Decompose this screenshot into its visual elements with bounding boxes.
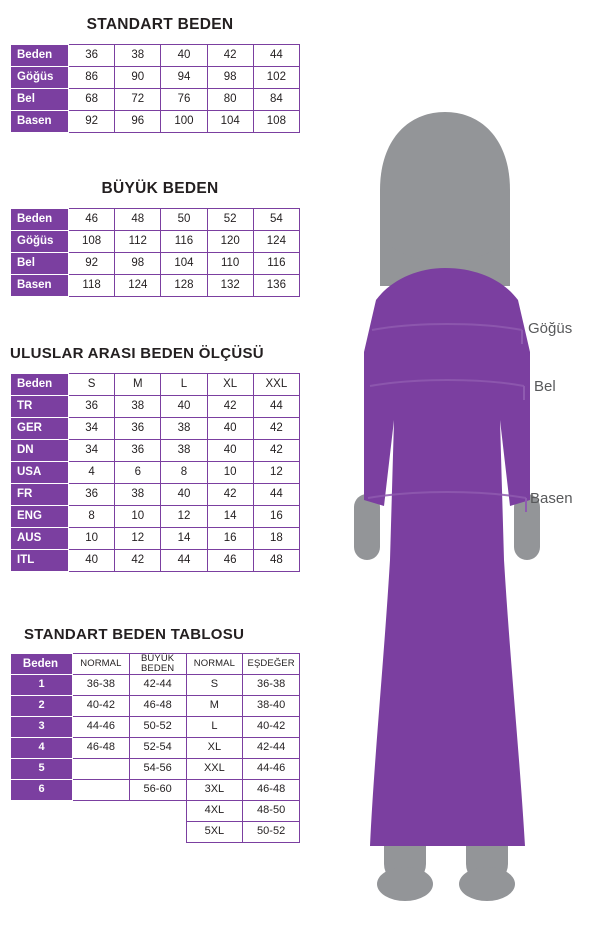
- cell: 56-60: [129, 780, 186, 801]
- cell: 46: [207, 550, 253, 572]
- cell: 108: [253, 111, 299, 133]
- cell: 118: [69, 275, 115, 297]
- cell: 76: [161, 89, 207, 111]
- cell: 132: [207, 275, 253, 297]
- cell: 46-48: [129, 696, 186, 717]
- cell: 34: [69, 418, 115, 440]
- cell: 40: [161, 45, 207, 67]
- column-header: Beden: [11, 654, 73, 675]
- table-header-row: [11, 654, 300, 675]
- cell-empty: [73, 822, 130, 843]
- table-row: [11, 209, 300, 231]
- cell: 98: [207, 67, 253, 89]
- table-row: [11, 374, 300, 396]
- row-label: Basen: [11, 111, 69, 133]
- table-row: [11, 717, 300, 738]
- cell-empty: [129, 822, 186, 843]
- cell: XXL: [186, 759, 243, 780]
- cell: 6: [115, 462, 161, 484]
- cell: 108: [69, 231, 115, 253]
- cell: 42-44: [243, 738, 300, 759]
- row-label: 1: [11, 675, 73, 696]
- cell: 14: [207, 506, 253, 528]
- cell: 92: [69, 111, 115, 133]
- cell: 38: [115, 484, 161, 506]
- table-uluslararasi: [10, 373, 300, 572]
- table-row: [11, 275, 300, 297]
- cell: 42: [207, 484, 253, 506]
- callout-label-bel: Bel: [534, 378, 556, 395]
- table-row: [11, 528, 300, 550]
- table-row: [11, 822, 300, 843]
- cell-empty: [73, 780, 130, 801]
- cell: 42-44: [129, 675, 186, 696]
- cell: 72: [115, 89, 161, 111]
- table-row: [11, 45, 300, 67]
- cell: 90: [115, 67, 161, 89]
- cell: 3XL: [186, 780, 243, 801]
- figure-head-hijab-shape: [380, 112, 510, 286]
- row-label: AUS: [11, 528, 69, 550]
- table-row: [11, 418, 300, 440]
- cell: 44: [161, 550, 207, 572]
- table-row: [11, 759, 300, 780]
- cell-empty: [73, 801, 130, 822]
- cell: 40: [69, 550, 115, 572]
- table-row: [11, 231, 300, 253]
- cell: 42: [253, 418, 299, 440]
- cell-empty: [11, 801, 73, 822]
- row-label: Bel: [11, 89, 69, 111]
- cell: 4XL: [186, 801, 243, 822]
- cell: 128: [161, 275, 207, 297]
- cell: 36: [69, 396, 115, 418]
- row-label: Göğüs: [11, 67, 69, 89]
- row-label: Göğüs: [11, 231, 69, 253]
- table-title-buyuk-beden: BÜYÜK BEDEN: [101, 180, 219, 197]
- row-label: ENG: [11, 506, 69, 528]
- cell: 38: [161, 440, 207, 462]
- column-header: EŞDEĞER: [243, 654, 300, 675]
- cell: 112: [115, 231, 161, 253]
- cell: 40: [207, 418, 253, 440]
- cell: 12: [253, 462, 299, 484]
- cell: 40-42: [243, 717, 300, 738]
- cell: S: [69, 374, 115, 396]
- cell: 124: [253, 231, 299, 253]
- cell: 18: [253, 528, 299, 550]
- cell: 86: [69, 67, 115, 89]
- cell: 16: [207, 528, 253, 550]
- cell: 52-54: [129, 738, 186, 759]
- cell: 36: [115, 440, 161, 462]
- table-row: [11, 506, 300, 528]
- cell: 50: [161, 209, 207, 231]
- row-label: ITL: [11, 550, 69, 572]
- cell: 10: [115, 506, 161, 528]
- table-title-standart-tablosu: STANDART BEDEN TABLOSU: [24, 626, 245, 643]
- cell: 5XL: [186, 822, 243, 843]
- cell: 104: [207, 111, 253, 133]
- table-row: [11, 738, 300, 759]
- cell: L: [161, 374, 207, 396]
- row-label: Beden: [11, 45, 69, 67]
- cell: 54-56: [129, 759, 186, 780]
- cell: 10: [207, 462, 253, 484]
- cell: 116: [161, 231, 207, 253]
- cell: 98: [115, 253, 161, 275]
- cell: 46: [69, 209, 115, 231]
- table-standart-beden: [10, 44, 300, 133]
- cell: 8: [161, 462, 207, 484]
- cell: 46-48: [73, 738, 130, 759]
- table-row: [11, 484, 300, 506]
- cell: 42: [207, 45, 253, 67]
- cell: 96: [115, 111, 161, 133]
- table-standart-tablosu: [10, 653, 300, 843]
- cell: M: [186, 696, 243, 717]
- cell: 36: [69, 484, 115, 506]
- cell: XXL: [253, 374, 299, 396]
- cell: 40-42: [73, 696, 130, 717]
- table-row: [11, 396, 300, 418]
- cell: 40: [161, 396, 207, 418]
- row-label: GER: [11, 418, 69, 440]
- row-label: FR: [11, 484, 69, 506]
- cell: 136: [253, 275, 299, 297]
- cell: 68: [69, 89, 115, 111]
- cell: 48-50: [243, 801, 300, 822]
- figure-illustration: [320, 0, 600, 936]
- cell: 12: [161, 506, 207, 528]
- table-block-uluslararasi: [10, 345, 320, 572]
- cell: 104: [161, 253, 207, 275]
- figure-dress-shape: [364, 268, 530, 846]
- column-header: NORMAL: [186, 654, 243, 675]
- table-row: [11, 440, 300, 462]
- cell: 42: [253, 440, 299, 462]
- table-row: [11, 89, 300, 111]
- row-label: DN: [11, 440, 69, 462]
- cell: 42: [207, 396, 253, 418]
- tables-column: [10, 0, 320, 936]
- cell: 120: [207, 231, 253, 253]
- row-label: 2: [11, 696, 73, 717]
- cell: 38: [115, 396, 161, 418]
- column-header: BÜYÜK BEDEN: [129, 654, 186, 675]
- cell: 116: [253, 253, 299, 275]
- table-row: [11, 462, 300, 484]
- row-label: Basen: [11, 275, 69, 297]
- table-row: [11, 550, 300, 572]
- cell-empty: [129, 801, 186, 822]
- cell: 16: [253, 506, 299, 528]
- cell: 52: [207, 209, 253, 231]
- cell: 36: [115, 418, 161, 440]
- table-title-standart-beden: STANDART BEDEN: [86, 16, 234, 33]
- cell: 110: [207, 253, 253, 275]
- row-label: Beden: [11, 209, 69, 231]
- row-label: 4: [11, 738, 73, 759]
- cell-empty: [11, 822, 73, 843]
- table-row: [11, 111, 300, 133]
- cell: XL: [207, 374, 253, 396]
- cell: 124: [115, 275, 161, 297]
- row-label: Beden: [11, 374, 69, 396]
- cell: 38-40: [243, 696, 300, 717]
- cell: 8: [69, 506, 115, 528]
- cell: 102: [253, 67, 299, 89]
- cell: 44: [253, 484, 299, 506]
- cell: 84: [253, 89, 299, 111]
- row-label: 5: [11, 759, 73, 780]
- cell: 100: [161, 111, 207, 133]
- cell: 12: [115, 528, 161, 550]
- cell: 36-38: [243, 675, 300, 696]
- cell: 38: [161, 418, 207, 440]
- table-row: [11, 67, 300, 89]
- cell: 40: [161, 484, 207, 506]
- cell: 50-52: [243, 822, 300, 843]
- cell: 36-38: [73, 675, 130, 696]
- table-block-buyuk-beden: [10, 180, 310, 297]
- cell: 42: [115, 550, 161, 572]
- cell: 34: [69, 440, 115, 462]
- cell: 44: [253, 45, 299, 67]
- cell: 48: [253, 550, 299, 572]
- cell: 48: [115, 209, 161, 231]
- cell: 50-52: [129, 717, 186, 738]
- cell: 44-46: [73, 717, 130, 738]
- table-row: [11, 780, 300, 801]
- table-block-standart-beden: [10, 16, 310, 133]
- cell: 40: [207, 440, 253, 462]
- row-label: 3: [11, 717, 73, 738]
- row-label: 6: [11, 780, 73, 801]
- cell: 36: [69, 45, 115, 67]
- cell: 14: [161, 528, 207, 550]
- callout-label-gogus: Göğüs: [528, 320, 573, 337]
- cell: 10: [69, 528, 115, 550]
- column-header: NORMAL: [73, 654, 130, 675]
- row-label: TR: [11, 396, 69, 418]
- cell: XL: [186, 738, 243, 759]
- table-title-uluslararasi: ULUSLAR ARASI BEDEN ÖLÇÜSÜ: [10, 345, 264, 362]
- row-label: USA: [11, 462, 69, 484]
- cell: 54: [253, 209, 299, 231]
- cell: M: [115, 374, 161, 396]
- cell: 80: [207, 89, 253, 111]
- callout-label-basen: Basen: [530, 490, 573, 507]
- table-row: [11, 675, 300, 696]
- table-row: [11, 696, 300, 717]
- cell-empty: [73, 759, 130, 780]
- table-block-standart-tablosu: [10, 626, 320, 843]
- cell: L: [186, 717, 243, 738]
- cell: 92: [69, 253, 115, 275]
- table-row: [11, 801, 300, 822]
- cell: 44: [253, 396, 299, 418]
- cell: 4: [69, 462, 115, 484]
- table-row: [11, 253, 300, 275]
- cell: S: [186, 675, 243, 696]
- cell: 44-46: [243, 759, 300, 780]
- row-label: Bel: [11, 253, 69, 275]
- woman-figure-svg: [320, 0, 600, 936]
- table-buyuk-beden: [10, 208, 300, 297]
- cell: 38: [115, 45, 161, 67]
- cell: 94: [161, 67, 207, 89]
- cell: 46-48: [243, 780, 300, 801]
